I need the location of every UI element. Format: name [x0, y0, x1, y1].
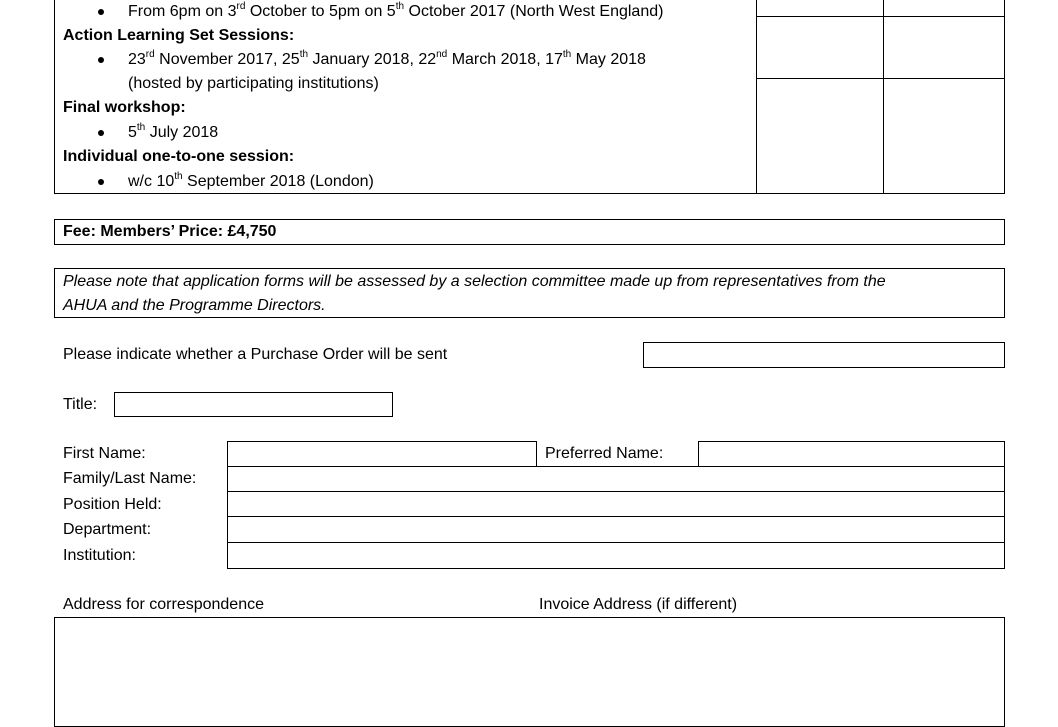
- department-label: Department:: [63, 521, 152, 538]
- table-col-divider-1: [756, 0, 757, 194]
- table-cell-no-row-1[interactable]: [885, 17, 1003, 77]
- one-to-one-date: w/c 10th September 2018 (London): [128, 171, 374, 190]
- preferred-name-label: Preferred Name:: [545, 445, 664, 462]
- table-cell-yes-row-1[interactable]: [758, 17, 882, 77]
- invoice-address-label: Invoice Address (if different): [539, 596, 738, 613]
- table-bottom-border: [54, 193, 1005, 194]
- position-label: Position Held:: [63, 496, 162, 513]
- final-workshop-date: 5th July 2018: [128, 122, 219, 141]
- institution-label: Institution:: [63, 547, 136, 564]
- final-workshop-heading: Final workshop:: [63, 99, 186, 116]
- bullet-icon: [98, 130, 104, 136]
- institution-field[interactable]: [227, 542, 1005, 569]
- als-note: (hosted by participating institutions): [128, 75, 379, 92]
- department-field[interactable]: [227, 516, 1005, 543]
- table-cell-yes-row-2[interactable]: [758, 79, 882, 192]
- purchase-order-field[interactable]: [643, 342, 1005, 368]
- preferred-name-field[interactable]: [698, 441, 1005, 467]
- table-cell-no-row-2[interactable]: [885, 79, 1003, 192]
- first-name-field[interactable]: [227, 441, 537, 467]
- position-field[interactable]: [227, 491, 1005, 517]
- first-name-label: First Name:: [63, 445, 146, 462]
- date-line-1: From 6pm on 3rd October to 5pm on 5th October 2017 (North West England): [128, 1, 664, 20]
- als-dates: 23rd November 2017, 25th January 2018, 22nd March 2018, 17th May 2018: [128, 49, 646, 68]
- family-name-field[interactable]: [227, 466, 1005, 492]
- table-right-border: [1004, 0, 1005, 194]
- als-heading: Action Learning Set Sessions:: [63, 27, 295, 44]
- address-label: Address for correspondence: [63, 596, 264, 613]
- table-col-divider-2: [883, 0, 884, 194]
- table-left-border: [54, 0, 55, 194]
- note-line-1: Please note that application forms will be assessed by a selection committee made up from representatives from the: [63, 273, 886, 290]
- purchase-order-label: Please indicate whether a Purchase Order will be sent: [63, 346, 448, 363]
- note-line-2: AHUA and the Programme Directors.: [63, 297, 326, 314]
- bullet-icon: [98, 9, 104, 15]
- bullet-icon: [98, 179, 104, 185]
- title-label: Title:: [63, 396, 98, 413]
- bullet-icon: [98, 57, 104, 63]
- title-field[interactable]: [114, 392, 393, 417]
- address-field[interactable]: [54, 617, 1005, 727]
- one-to-one-heading: Individual one-to-one session:: [63, 148, 295, 165]
- fee-text: Fee: Members’ Price: £4,750: [63, 223, 277, 240]
- family-name-label: Family/Last Name:: [63, 470, 197, 487]
